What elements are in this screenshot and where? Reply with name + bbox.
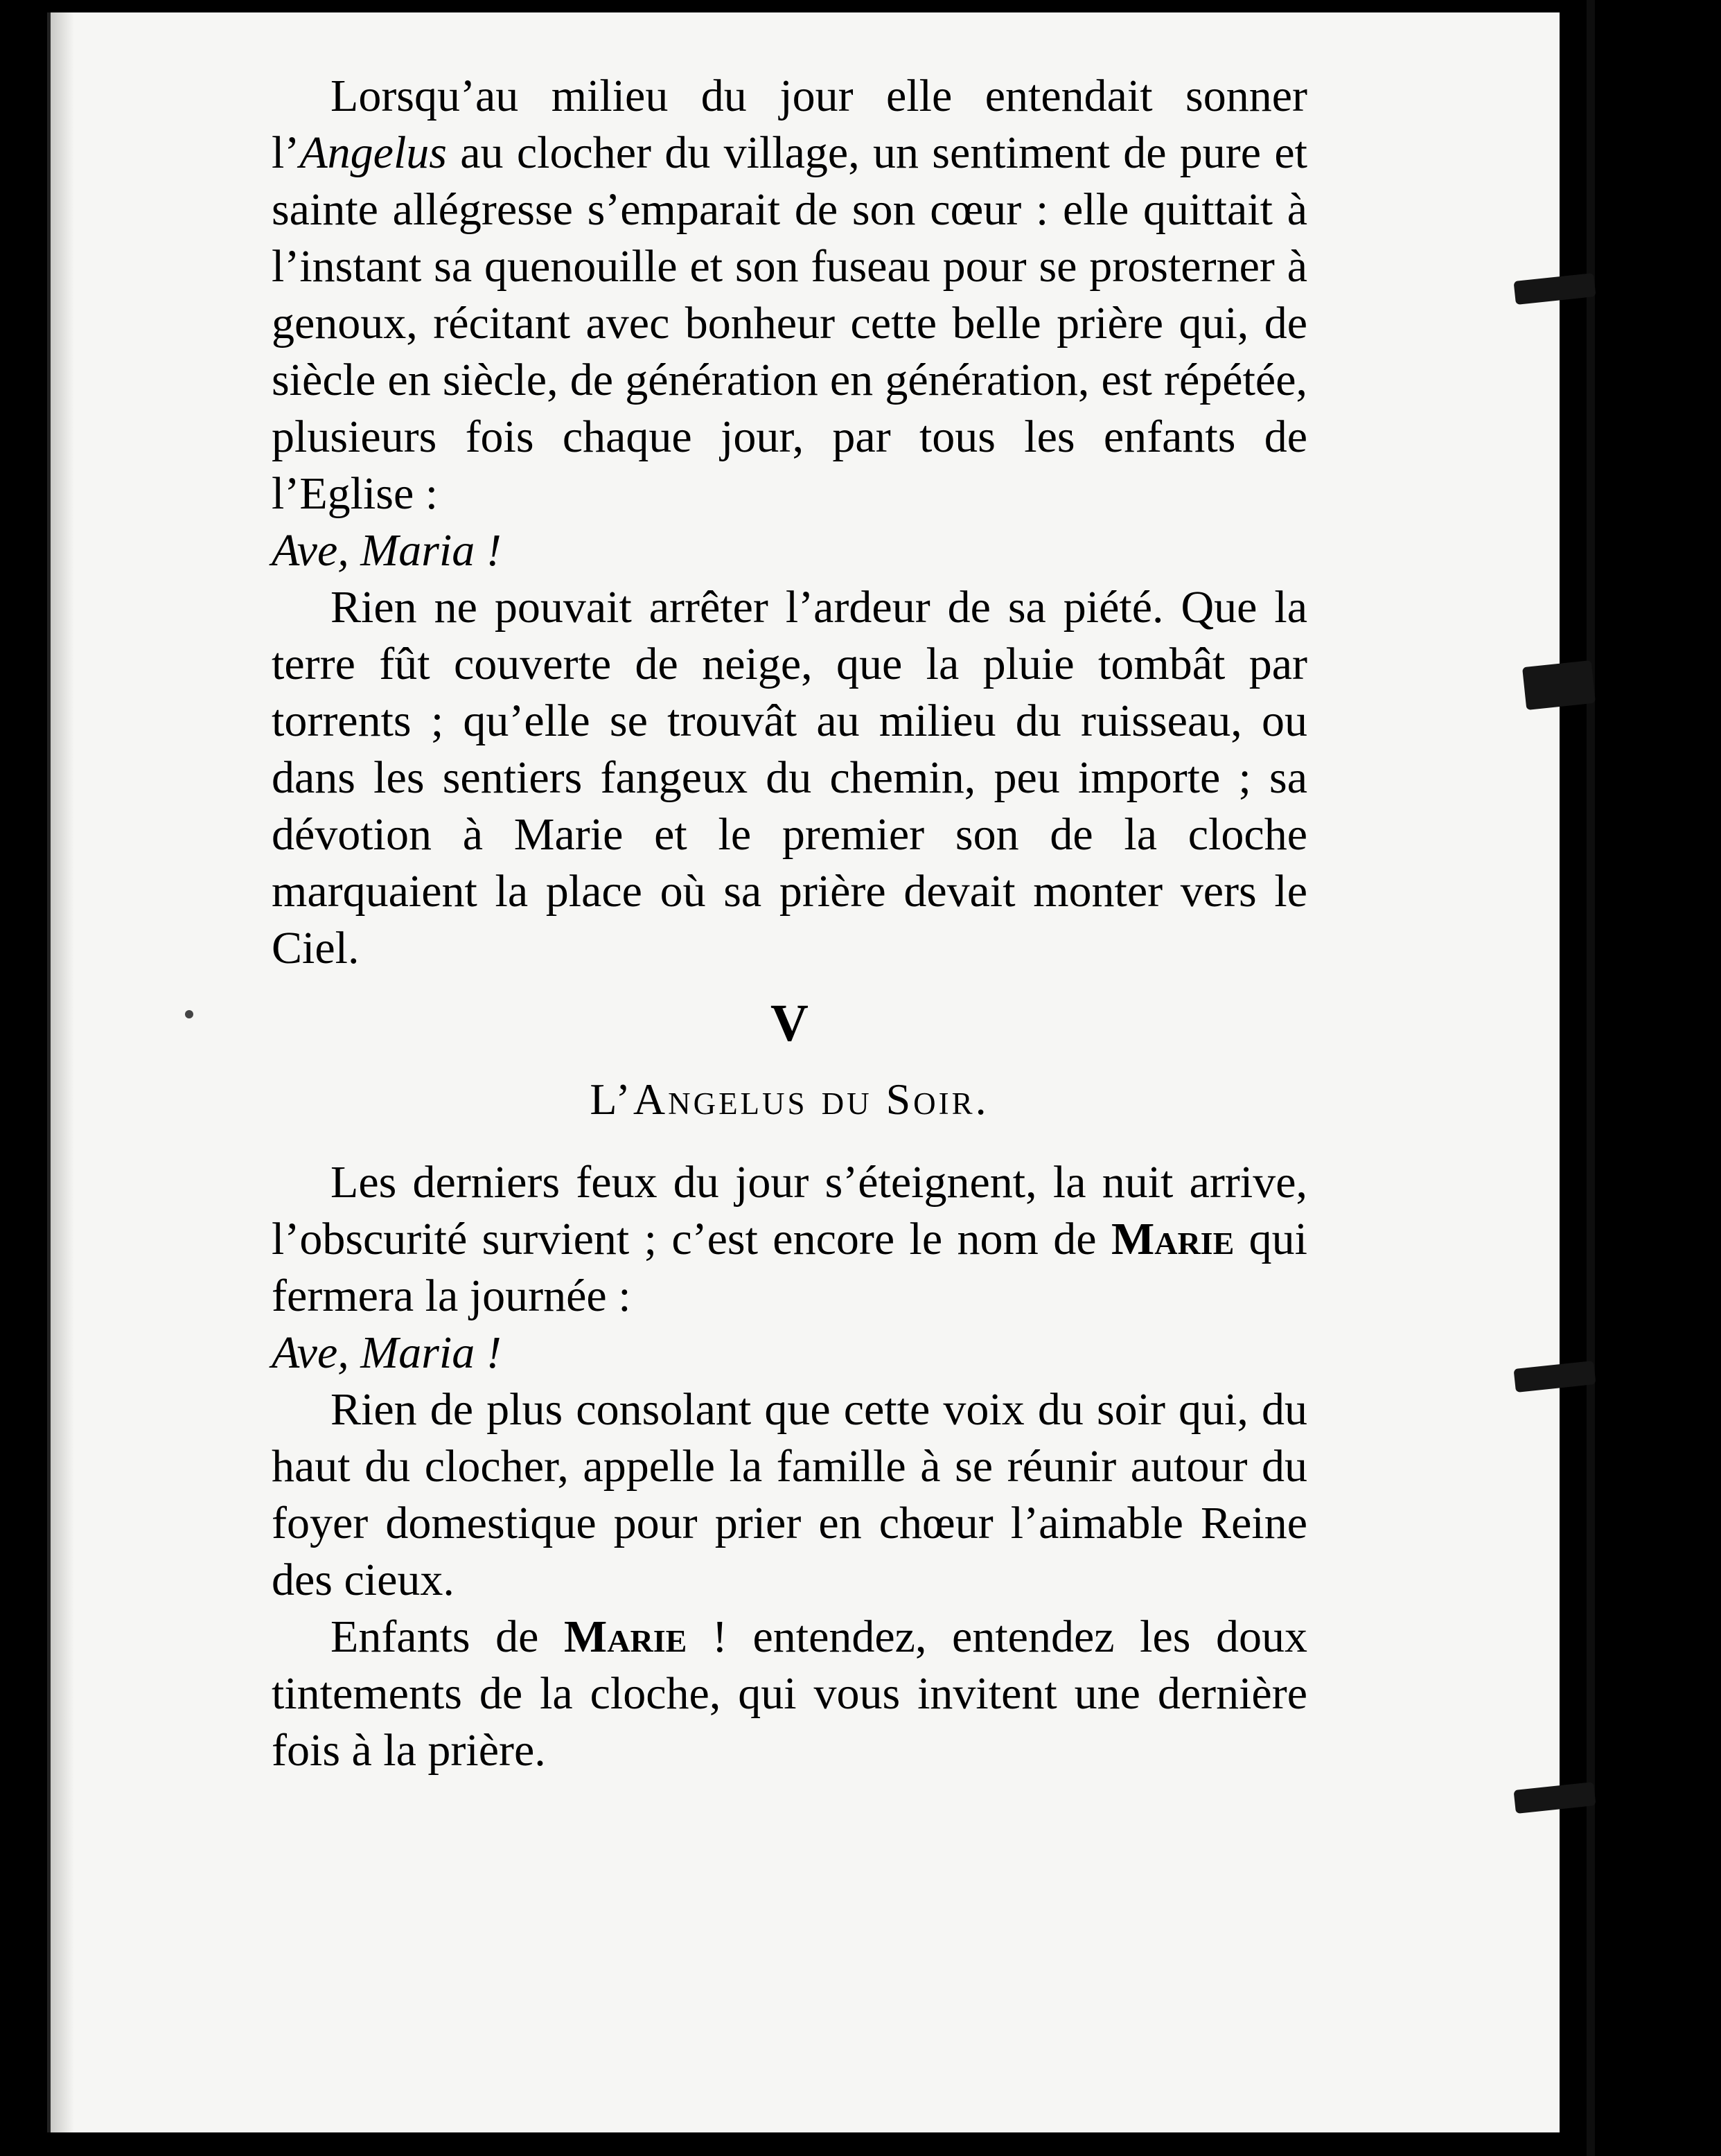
section-numeral: V <box>770 994 809 1052</box>
paragraph-consolation <box>272 1381 1307 1609</box>
page-gutter-shadow <box>51 12 74 2132</box>
binding-thread-knot <box>1522 660 1596 710</box>
paragraph-devotion <box>272 579 1307 977</box>
book-binding-edge <box>1560 0 1578 2156</box>
ave-maria-line <box>272 1325 1307 1381</box>
page-text-block <box>272 68 1307 1779</box>
adjacent-page-edge <box>1587 0 1595 2156</box>
paragraph-text: qui fermera la journée : <box>272 1214 1307 1321</box>
paragraph-evening <box>272 1154 1307 1325</box>
paragraph-text: Rien ne pouvait arrêter l’ardeur de sa piété. Que la terre fût couverte de neige, que la pluie tombât par torrents ; qu’elle se trouvât au milieu du ruisseau, ou dans les sentiers fangeux du chemin, peu importe ; sa dévotion à Marie et le premier son de la cloche marquaient la place où sa prière devait monter vers le Ciel. <box>272 582 1307 973</box>
paragraph-text: ! entendez, entendez les doux tintements de la cloche, qui vous invitent une dernière fois à la prière. <box>272 1611 1307 1776</box>
paragraph-angelus-midday <box>272 68 1307 522</box>
paragraph-exhortation <box>272 1609 1307 1779</box>
ave-maria-line <box>272 522 1307 579</box>
paragraph-text: Lorsqu’au milieu du jour elle entendait sonner l’ <box>272 71 1307 178</box>
ave-maria-italic: Ave, Maria ! <box>272 1327 502 1378</box>
angelus-italic: Angelus <box>299 127 447 178</box>
paper-speck <box>185 1010 193 1018</box>
marie-small-caps: Marie <box>564 1611 687 1662</box>
paragraph-text: Enfants de <box>330 1611 565 1662</box>
paragraph-text: au clocher du village, un sentiment de pure et sainte allégresse s’emparait de son cœur : elle quittait à l’instant sa quenouille et son fuseau pour se prosterner à genoux, récitant avec bonheur cette belle prière qui, de siècle en siècle, de génération en génération, est répétée, plusieurs fois chaque jour, par tous les enfants de l’Eglise : <box>272 127 1307 519</box>
marie-small-caps: Marie <box>1111 1214 1235 1264</box>
paragraph-text: Rien de plus consolant que cette voix du soir qui, du haut du clocher, appelle la famille à se réunir autour du foyer domestique pour prier en chœur l’aimable Reine des cieux. <box>272 1384 1307 1605</box>
ave-maria-italic: Ave, Maria ! <box>272 525 502 576</box>
paragraph-text: Les derniers feux du jour s’éteignent, la nuit arrive, l’obscurité survient ; c’est encore le nom de <box>272 1157 1307 1264</box>
section-title: L’Angelus du Soir. <box>590 1075 989 1124</box>
